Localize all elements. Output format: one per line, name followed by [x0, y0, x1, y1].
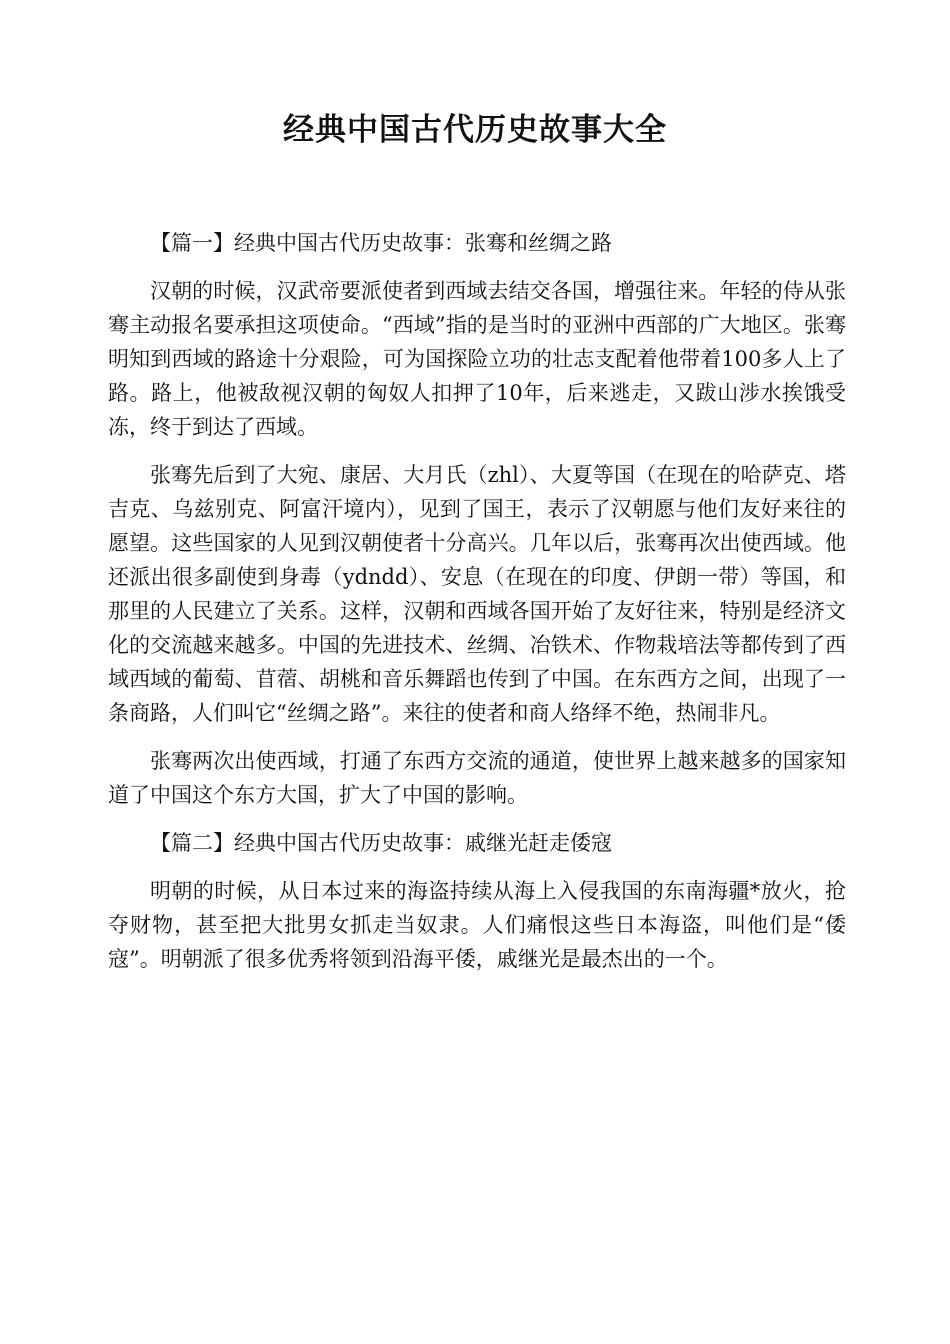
section-heading-2: 【篇二】经典中国古代历史故事：戚继光赶走倭寇 [150, 831, 612, 855]
paragraph: 张骞两次出使西域，打通了东西方交流的通道，使世界上越来越多的国家知道了中国这个东方大国，扩大了中国的影响。 [108, 749, 846, 807]
paragraph: 明朝的时候，从日本过来的海盗持续从海上入侵我国的东南海疆*放火，抢夺财物，甚至把大批男女抓走当奴隶。人们痛恨这些日本海盗，叫他们是“倭寇”。明朝派了很多优秀将领到沿海平倭，戚继光是最杰出的一个。 [108, 879, 846, 971]
section-heading-1: 【篇一】经典中国古代历史故事：张骞和丝绸之路 [150, 231, 612, 255]
document-body [108, 226, 846, 990]
page-title: 经典中国古代历史故事大全 [283, 112, 667, 148]
paragraph: 汉朝的时候，汉武帝要派使者到西域去结交各国，增强往来。年轻的侍从张骞主动报名要承担这项使命。“西域”指的是当时的亚洲中西部的广大地区。张骞明知到西域的路途十分艰险，可为国探险立功的壮志支配着他带着100多人上了路。路上，他被敌视汉朝的匈奴人扣押了10年，后来逃走，又跋山涉水挨饿受冻，终于到达了西域。 [108, 279, 846, 439]
paragraph: 张骞先后到了大宛、康居、大月氏（zhl）、大夏等国（在现在的哈萨克、塔吉克、乌兹别克、阿富汗境内），见到了国王，表示了汉朝愿与他们友好来往的愿望。这些国家的人见到汉朝使者十分高兴。几年以后，张骞再次出使西域。他还派出很多副使到身毒（ydndd）、安息（在现在的印度、伊朗一带）等国，和那里的人民建立了关系。这样，汉朝和西域各国开始了友好往来，特别是经济文化的交流越来越多。中国的先进技术、丝绸、冶铁术、作物栽培法等都传到了西域西域的葡萄、苜蓿、胡桃和音乐舞蹈也传到了中国。在东西方之间，出现了一条商路，人们叫它“丝绸之路”。来往的使者和商人络绎不绝，热闹非凡。 [108, 463, 846, 725]
